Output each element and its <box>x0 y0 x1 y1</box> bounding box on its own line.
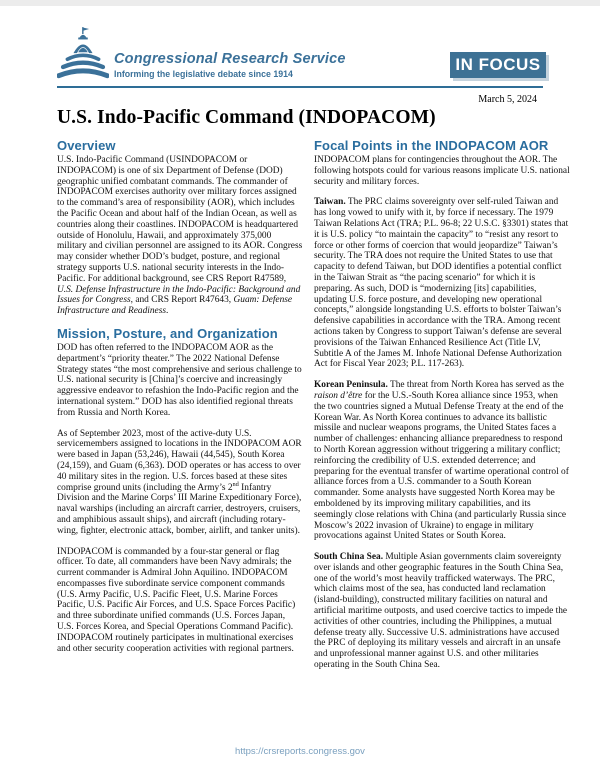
section-heading: Overview <box>57 138 116 153</box>
text-segment: . <box>166 306 169 317</box>
brand-name: Congressional Research Service <box>114 51 346 67</box>
text-segment: INDOPACOM plans for contingencies throughout the AOR. The following hotspots could for various reasons implicate U.S. national security and military forces. <box>314 155 570 187</box>
brand-block <box>114 26 346 82</box>
crs-logo <box>57 26 346 82</box>
column-right <box>314 139 570 671</box>
capitol-dome-icon <box>57 26 109 82</box>
text-segment: DOD has often referred to the INDOPACOM AOR as the department’s “priority theater.” The 2022 National Defense Strategy states “the most comprehensive and serious challenge to U.S. national security is [China]’s coercive and increasingly aggressive endeavor to refashion the Indo-Pacific region and the international system.” DOD has also identified regional threats from Russia and North Korea. <box>57 342 302 418</box>
page-edge-strip <box>0 0 600 6</box>
paragraph <box>314 552 570 671</box>
text-segment: U.S. Defense Infrastructure in the Indo-Pacific: Background and Issues for Congress <box>57 284 301 306</box>
text-segment: As of September 2023, most of the active-duty U.S. servicemembers assigned to locations in the INDOPACOM AOR were based in Japan (53,246), Hawaii (44,545), South Korea (24,159), and Guam (6,363). DOD operates or has access to over 40 military sites in the region. U.S. forces based at these sites comprise ground units (including the Army’s 2 <box>57 428 302 493</box>
text-segment: The threat from North Korea has served as the <box>387 380 564 391</box>
text-segment: Korean Peninsula. <box>314 380 388 391</box>
paragraph <box>314 155 570 187</box>
text-segment: Guam: Defense Infrastructure and Readiness <box>57 295 293 317</box>
text-segment: for the U.S.-South Korea alliance since 1953, when the two countries signed a Mutual Defense Treaty at the end of the Korean War. As North Korea continues to advance its ballistic missile and nuclear weapons programs, the United States faces a number of challenges: enhancing alliance preparedness to respond to North Korean aggression without triggering a military conflict; reinforcing the credibility of U.S. extended deterrence; and preparing for the eventual transfer of wartime operational control of alliance forces from a U.S. commander to a South Korean commander. Some analysts have suggested North Korea may be emboldened by its improving military capabilities, and its seemingly close relations with China (and particularly Russia since Moscow’s 2022 invasion of Ukraine) to engage in military provocations against United States or South Korea. <box>314 390 569 542</box>
text-segment: raison d’être <box>314 390 363 401</box>
text-segment: Taiwan. <box>314 197 346 208</box>
text-segment: nd <box>232 480 239 488</box>
text-segment: South China Sea. <box>314 552 384 563</box>
page-title: U.S. Indo-Pacific Command (INDOPACOM) <box>57 107 436 128</box>
section-heading: Focal Points in the INDOPACOM AOR <box>314 138 549 153</box>
brand-tagline: Informing the legislative debate since 1914 <box>114 69 293 79</box>
text-segment: , and CRS Report R47643, <box>130 295 234 306</box>
column-left <box>57 139 303 671</box>
page-footer <box>0 741 600 759</box>
footer-link[interactable]: https://crsreports.congress.gov <box>235 746 365 757</box>
text-segment: INDOPACOM is commanded by a four-star general or flag officer. To date, all commanders have been Navy admirals; the current commander is Admiral John Aquilino. INDOPACOM encompasses five subordinate service component commands (U.S. Army Pacific, U.S. Pacific Fleet, U.S. Marine Forces Pacific, U.S. Pacific Air Forces, and U.S. Space Forces Pacific) and three subordinate unified commands (U.S. Forces Japan, U.S. Forces Korea, and Special Operations Command Pacific). INDOPACOM routinely participates in multinational exercises and other security cooperation activities with regional partners. <box>57 546 296 654</box>
text-segment: Multiple Asian governments claim sovereignty over islands and other geographic features in the South China Sea, one of the world’s most heavily trafficked waterways. The PRC, which claims most of the sea, has conducted land reclamation (island-building), constructed military facilities on natural and artificial maritime outposts, and used coercive tactics to impede the activities of other countries, including the Philippines, a mutual defense treaty ally. Successive U.S. administrations have accused the PRC of deploying its military vessels and aircraft in an unsafe and unprofessional manner against U.S. and other militaries operating in the South China Sea. <box>314 552 568 671</box>
paragraph <box>57 155 303 317</box>
text-segment: The PRC claims sovereignty over self-ruled Taiwan and has long vowed to unify with it, by force if necessary. The 1979 Taiwan Relations Act (TRA; P.L. 96-8; 22 U.S.C. §3301) states that it is U.S. policy “to maintain the capacity” to “resist any resort to force or other forms of coercion that would jeopardize” Taiwan’s security. The TRA does not require the United States to use that capacity to defend Taiwan, but DOD identifies a potential conflict in the Taiwan Strait as “the pacing scenario” for which it is preparing. As such, DOD is “modernizing [its] capabilities, updating U.S. force posture, and developing new operational concepts,” alongside longstanding U.S. efforts to bolster Taiwan’s defensive capabilities in accordance with the TRA. Among recent actions taken by Congress to support Taiwan’s defense are several provisions of the Taiwan Enhanced Resilience Act (Title LV, Subtitle A of the James M. Inhofe National Defense Authorization Act for Fiscal Year 2023; P.L. 117-263). <box>314 197 569 370</box>
document-date: March 5, 2024 <box>478 94 537 105</box>
text-segment: U.S. Indo-Pacific Command (USINDOPACOM or INDOPACOM) is one of six Department of Defense (DOD) geographic unified combatant commands. The commander of INDOPACOM exercises authority over military forces assigned to the command’s area of responsibility (AOR), which includes the Pacific Ocean and about half of the Indian Ocean, as well as countries along their coastlines. INDOPACOM is headquartered outside of Honolulu, Hawaii, and approximately 375,000 military and civilian personnel are assigned to its AOR. Congress may consider whether DOD’s budget, posture, and regional strategy supports U.S. national security interests in the Indo-Pacific. For additional background, see CRS Report R47589, <box>57 155 303 284</box>
paragraph <box>57 429 303 537</box>
paragraph <box>57 547 303 655</box>
in-focus-badge: IN FOCUS <box>450 52 546 78</box>
paragraph <box>314 380 570 542</box>
paragraph <box>57 343 303 419</box>
paragraph <box>314 197 570 370</box>
header-rule <box>57 86 543 88</box>
text-segment: Infantry Division and the Marine Corps’ III Marine Expeditionary Force), naval warships (including an aircraft carrier, destroyers, cruisers, and amphibious assault ships), and aircraft (including rotary-wing, fighter, electronic attack, bomber, airlift, and tanker units). <box>57 482 302 536</box>
section-heading: Mission, Posture, and Organization <box>57 325 278 341</box>
two-column-body <box>57 139 570 671</box>
